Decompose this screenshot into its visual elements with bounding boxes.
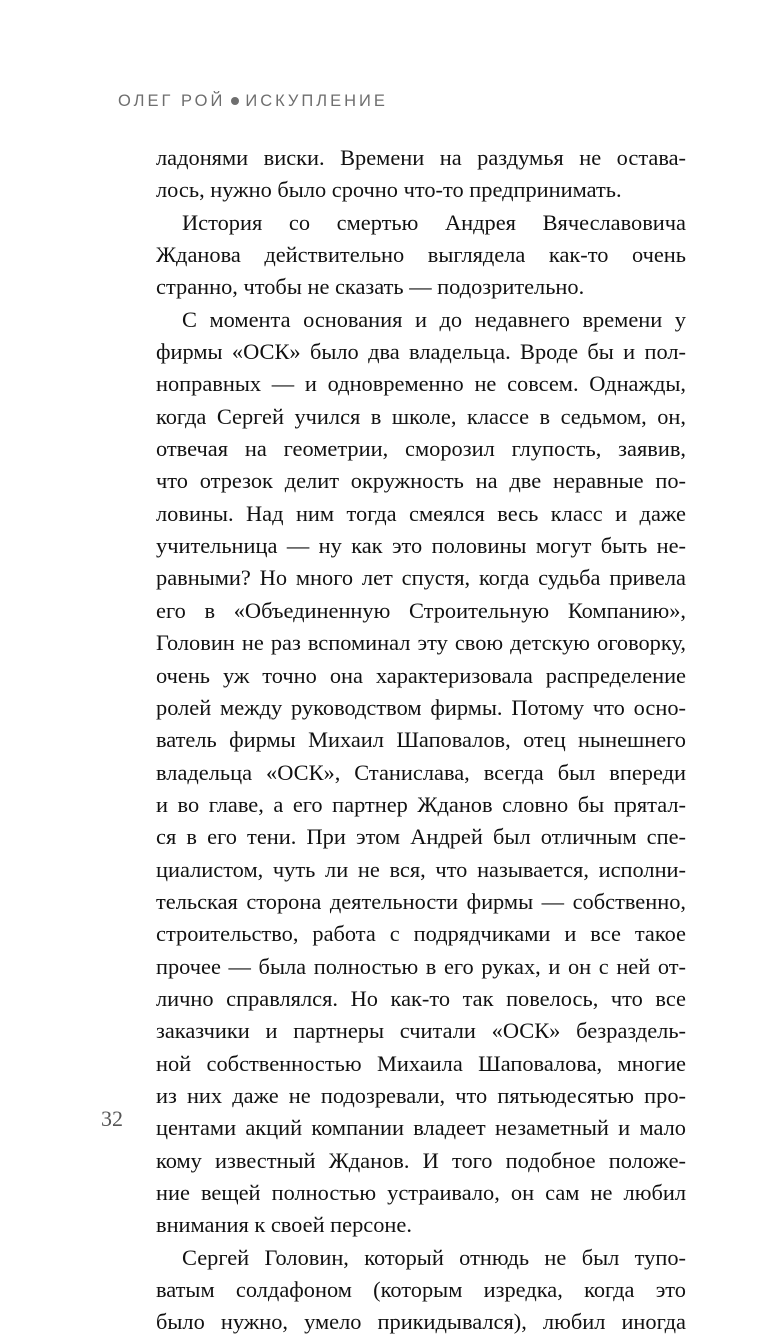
paragraph <box>156 304 686 1242</box>
paragraph <box>156 207 686 304</box>
text-line: ролей между руководством фирмы. Потому что осно- <box>156 694 686 720</box>
text-line: внимания к своей персоне. <box>156 1212 412 1238</box>
text-line: ватель фирмы Михаил Шаповалов, отец нынешнего <box>156 727 686 753</box>
text-line: что отрезок делит окружность на две неравные по- <box>156 468 686 494</box>
text-line: было нужно, умело прикидывался), любил иногда <box>156 1309 686 1335</box>
text-line: его в «Объединенную Строительную Компанию», <box>156 597 686 623</box>
text-line: очень уж точно она характеризовала распределение <box>156 662 686 688</box>
paragraph <box>156 1242 686 1339</box>
text-line: строительство, работа с подрядчиками и все такое <box>156 921 686 947</box>
text-line: тельская сторона деятельности фирмы — собственно, <box>156 888 686 914</box>
bullet-separator-icon <box>231 97 239 105</box>
page-number: 32 <box>101 1106 123 1131</box>
text-line: С момента основания и до недавнего времени у <box>182 306 686 332</box>
body-text <box>156 142 686 1339</box>
text-line: равными? Но много лет спустя, когда судьба привела <box>156 565 686 591</box>
text-line: лось, нужно было срочно что-то предпринимать. <box>156 177 622 203</box>
text-line: из них даже не подозревали, что пятьюдесятью про- <box>156 1082 686 1108</box>
running-header <box>118 92 388 111</box>
text-line: циалистом, чуть ли не вся, что называется, исполни- <box>156 856 686 882</box>
text-line: когда Сергей учился в школе, классе в седьмом, он, <box>156 403 686 429</box>
text-line: прочее — была полностью в его руках, и он с ней от- <box>156 953 686 979</box>
text-line: кому известный Жданов. И того подобное положе- <box>156 1147 686 1173</box>
text-line: странно, чтобы не сказать — подозрительно. <box>156 274 585 300</box>
paragraph <box>156 142 686 207</box>
header-book-title: ИСКУПЛЕНИЕ <box>245 92 388 110</box>
text-line: ноправных — и одновременно не совсем. Однажды, <box>156 371 686 397</box>
text-line: учительница — ну как это половины могут быть не- <box>156 533 686 559</box>
text-line: Жданова действительно выглядела как-то очень <box>156 242 686 268</box>
text-line: ной собственностью Михаила Шаповалова, многие <box>156 1050 686 1076</box>
text-line: заказчики и партнеры считали «ОСК» безраздель- <box>156 1018 686 1044</box>
text-line: фирмы «ОСК» было два владельца. Вроде бы и пол- <box>156 339 686 365</box>
text-line: центами акций компании владеет незаметный и мало <box>156 1115 686 1141</box>
text-line: ние вещей полностью устраивало, он сам не любил <box>156 1180 686 1205</box>
text-line: История со смертью Андрея Вячеславовича <box>182 209 686 235</box>
text-line: ловины. Над ним тогда смеялся весь класс и даже <box>156 500 686 526</box>
text-line: отвечая на геометрии, сморозил глупость, заявив, <box>156 436 686 462</box>
text-line: лично справлялся. Но как-то так повелось, что все <box>156 985 686 1011</box>
text-line: ватым солдафоном (которым изредка, когда это <box>156 1277 686 1303</box>
text-line: и во главе, а его партнер Жданов словно бы прятал- <box>156 791 686 817</box>
text-line: Головин не раз вспоминал эту свою детскую оговорку, <box>156 630 686 656</box>
text-line: Сергей Головин, который отнюдь не был тупо- <box>182 1244 686 1270</box>
text-line: ся в его тени. При этом Андрей был отличным спе- <box>156 824 686 850</box>
text-line: владельца «ОСК», Станислава, всегда был впереди <box>156 759 686 785</box>
text-line: ладонями виски. Времени на раздумья не остава- <box>156 145 686 170</box>
header-author: ОЛЕГ РОЙ <box>118 92 226 110</box>
